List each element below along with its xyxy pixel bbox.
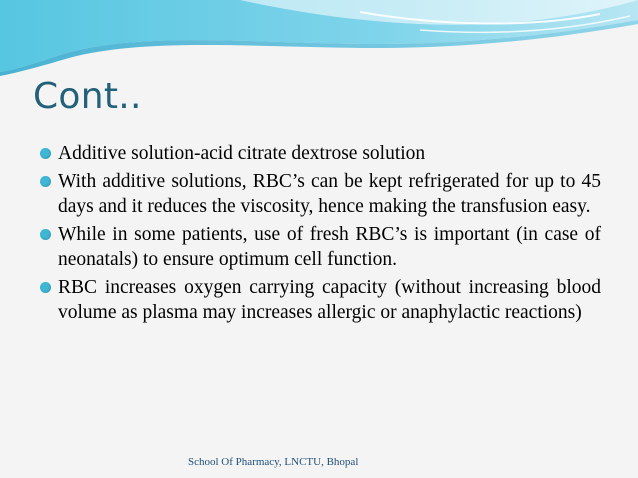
bullet-list [40, 141, 601, 328]
bullet-item [40, 141, 601, 166]
bullet-item [40, 222, 601, 272]
bullet-text: With additive solutions, RBC’s can be kept refrigerated for up to 45 days and it reduces the viscosity, hence making the transfusion easy. [58, 171, 601, 217]
bullet-dot-icon [40, 229, 51, 240]
bullet-dot-icon [40, 176, 51, 187]
slide-title: Cont.. [33, 76, 142, 117]
bullet-dot-icon [40, 282, 51, 293]
bullet-item [40, 275, 601, 325]
bullet-dot-icon [40, 148, 51, 159]
bullet-text: RBC increases oxygen carrying capacity (without increasing blood volume as plasma may increases allergic or anaphylactic reactions) [58, 277, 601, 323]
header-wave-decoration [0, 0, 638, 80]
bullet-text: Additive solution-acid citrate dextrose solution [58, 143, 426, 164]
slide-footer: School Of Pharmacy, LNCTU, Bhopal [188, 456, 359, 468]
bullet-text: While in some patients, use of fresh RBC’s is important (in case of neonatals) to ensure optimum cell function. [58, 224, 601, 270]
bullet-item [40, 169, 601, 219]
